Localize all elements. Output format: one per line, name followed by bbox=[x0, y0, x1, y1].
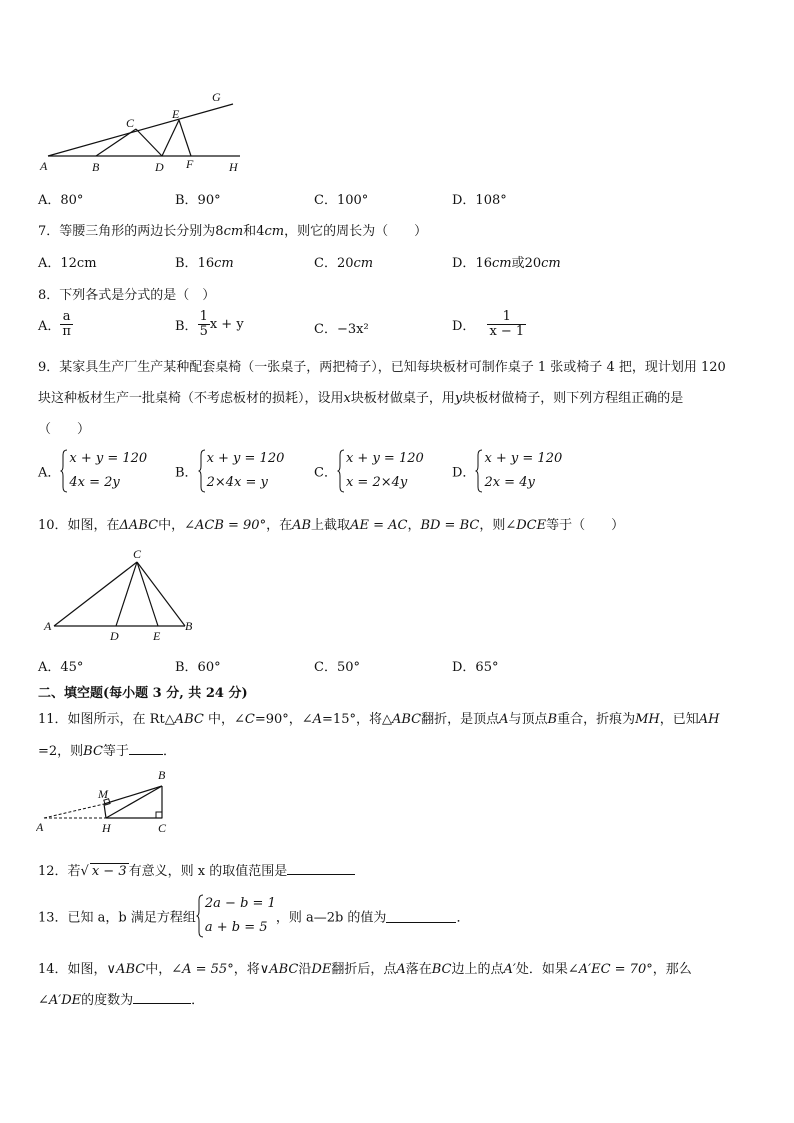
segment-cd bbox=[136, 129, 162, 156]
label-b: B bbox=[158, 768, 166, 782]
fraction-one-over-x-minus-1: $\frac{1}{x - 1}$ bbox=[489, 309, 525, 339]
segment-mh bbox=[104, 804, 106, 818]
section-2-title: 二、填空题(每小题 3 分, 共 24 分) bbox=[38, 686, 248, 701]
segment-ce bbox=[137, 562, 158, 626]
q12-line: 12．若√ x − 3 有意义，则 x 的取值范围是 bbox=[38, 860, 355, 879]
q6-option-b: B．90° bbox=[175, 193, 221, 208]
label-h: H bbox=[229, 160, 238, 174]
label-a: A bbox=[40, 159, 48, 173]
segment-mb bbox=[104, 786, 162, 804]
q13-line: 13．已知 a，b 满足方程组 2a − b = 1 a + b = 5 ，则 a—2b 的值为 ． bbox=[38, 892, 469, 940]
label-c: C bbox=[133, 547, 142, 561]
equation-system-b: x + y = 120 2×4x = y bbox=[198, 447, 285, 495]
sqrt-sign: √ bbox=[80, 864, 89, 879]
q10-option-d: D．65° bbox=[452, 660, 499, 675]
figure-q6 bbox=[38, 88, 248, 178]
label-c: C bbox=[126, 116, 135, 130]
q14-line-1: 14．如图，∨ABC中，∠A = 55°，将∨ABC沿DE翻折后，点A落在BC边上的点A′处．如果∠A′EC = 70°，那么 bbox=[38, 962, 692, 977]
segment-cb bbox=[137, 562, 185, 626]
q7-option-d: D．16cm或20cm bbox=[452, 256, 561, 271]
q14-line-2: ∠A′DE的度数为 ． bbox=[38, 989, 204, 1008]
q10-stem: 10．如图，在ΔABC中，∠ACB = 90°，在AB上截取AE = AC，BD = BC，则∠DCE等于（ ） bbox=[38, 518, 625, 533]
segment-de bbox=[162, 120, 179, 156]
answer-blank-q12[interactable] bbox=[287, 861, 355, 875]
q8-option-d: D． $\frac{1}{x - 1}$ bbox=[452, 309, 525, 339]
label-a: A bbox=[44, 619, 52, 633]
q8-stem: 8．下列各式是分式的是（ ） bbox=[38, 288, 216, 303]
answer-blank-q11[interactable] bbox=[129, 741, 163, 755]
q7-stem: 7．等腰三角形的两边长分别为8cm和4cm，则它的周长为（ ） bbox=[38, 224, 428, 239]
dashed-am bbox=[44, 804, 104, 818]
q8-option-c: C．−3x² bbox=[314, 322, 369, 337]
figure-q10 bbox=[40, 545, 210, 645]
label-f: F bbox=[186, 157, 194, 171]
q11-line-2: =2，则BC等于 ． bbox=[38, 740, 176, 759]
ray-ag bbox=[48, 104, 233, 156]
equation-system-a: x + y = 120 4x = 2y bbox=[60, 447, 147, 495]
q9-option-d: D． x + y = 120 2x = 4y bbox=[452, 447, 562, 495]
label-d: D bbox=[155, 160, 164, 174]
label-b: B bbox=[185, 619, 193, 633]
segment-bc bbox=[96, 129, 136, 156]
label-g: G bbox=[212, 90, 221, 104]
segment-ef bbox=[179, 120, 191, 156]
label-m: M bbox=[98, 787, 108, 801]
equation-system-d: x + y = 120 2x = 4y bbox=[475, 447, 562, 495]
q9-option-b: B． x + y = 120 2×4x = y bbox=[175, 447, 284, 495]
radicand: x − 3 bbox=[91, 864, 127, 879]
q9-line-3: （ ） bbox=[38, 422, 91, 437]
q10-option-b: B．60° bbox=[175, 660, 221, 675]
q11-line-1: 11．如图所示，在 Rt△ABC 中，∠C=90°，∠A=15°，将△ABC翻折，是顶点A与顶点B重合，折痕为MH，已知AH bbox=[38, 712, 720, 727]
segment-cd bbox=[116, 562, 137, 626]
right-angle-c bbox=[156, 812, 162, 818]
label-e: E bbox=[172, 107, 180, 121]
q9-line-2: 块这种板材生产一批桌椅（不考虑板材的损耗），设用x块板材做桌子，用y块板材做椅子，则下列方程组正确的是 bbox=[38, 391, 684, 406]
equation-system-q13: 2a − b = 1 a + b = 5 bbox=[196, 892, 276, 940]
label-h: H bbox=[102, 821, 111, 835]
fraction-one-fifth: $\frac{1}{5}$ bbox=[199, 309, 208, 339]
q8-option-a: A． $\frac{a}{\pi}$ bbox=[38, 309, 71, 339]
q7-option-a: A．12cm bbox=[38, 256, 97, 271]
label-b: B bbox=[92, 160, 100, 174]
q6-option-d: D．108° bbox=[452, 193, 507, 208]
q8-option-b: B． $\frac{1}{5}$ x + y bbox=[175, 309, 244, 339]
answer-blank-q14[interactable] bbox=[133, 990, 191, 1004]
q7-option-c: C．20cm bbox=[314, 256, 374, 271]
fraction-a-over-pi: $\frac{a}{\pi}$ bbox=[62, 309, 71, 339]
equation-system-c: x + y = 120 x = 2×4y bbox=[337, 447, 424, 495]
q10-option-c: C．50° bbox=[314, 660, 360, 675]
q9-option-a: A． x + y = 120 4x = 2y bbox=[38, 447, 147, 495]
q6-option-a: A．80° bbox=[38, 193, 84, 208]
q7-option-b: B．16cm bbox=[175, 256, 234, 271]
label-c: C bbox=[158, 821, 167, 835]
segment-ac bbox=[54, 562, 137, 626]
label-e: E bbox=[153, 629, 161, 643]
q9-line-1: 9．某家具生产厂生产某种配套桌椅（一张桌子，两把椅子），已知每块板材可制作桌子 1 张或椅子 4 把，现计划用 120 bbox=[38, 360, 726, 375]
label-a: A bbox=[36, 820, 44, 834]
answer-blank-q13[interactable] bbox=[386, 909, 456, 923]
q10-option-a: A．45° bbox=[38, 660, 84, 675]
q6-option-c: C．100° bbox=[314, 193, 369, 208]
label-d: D bbox=[110, 629, 119, 643]
segment-hb bbox=[106, 786, 162, 818]
q9-option-c: C． x + y = 120 x = 2×4y bbox=[314, 447, 424, 495]
figure-q11 bbox=[36, 766, 176, 836]
